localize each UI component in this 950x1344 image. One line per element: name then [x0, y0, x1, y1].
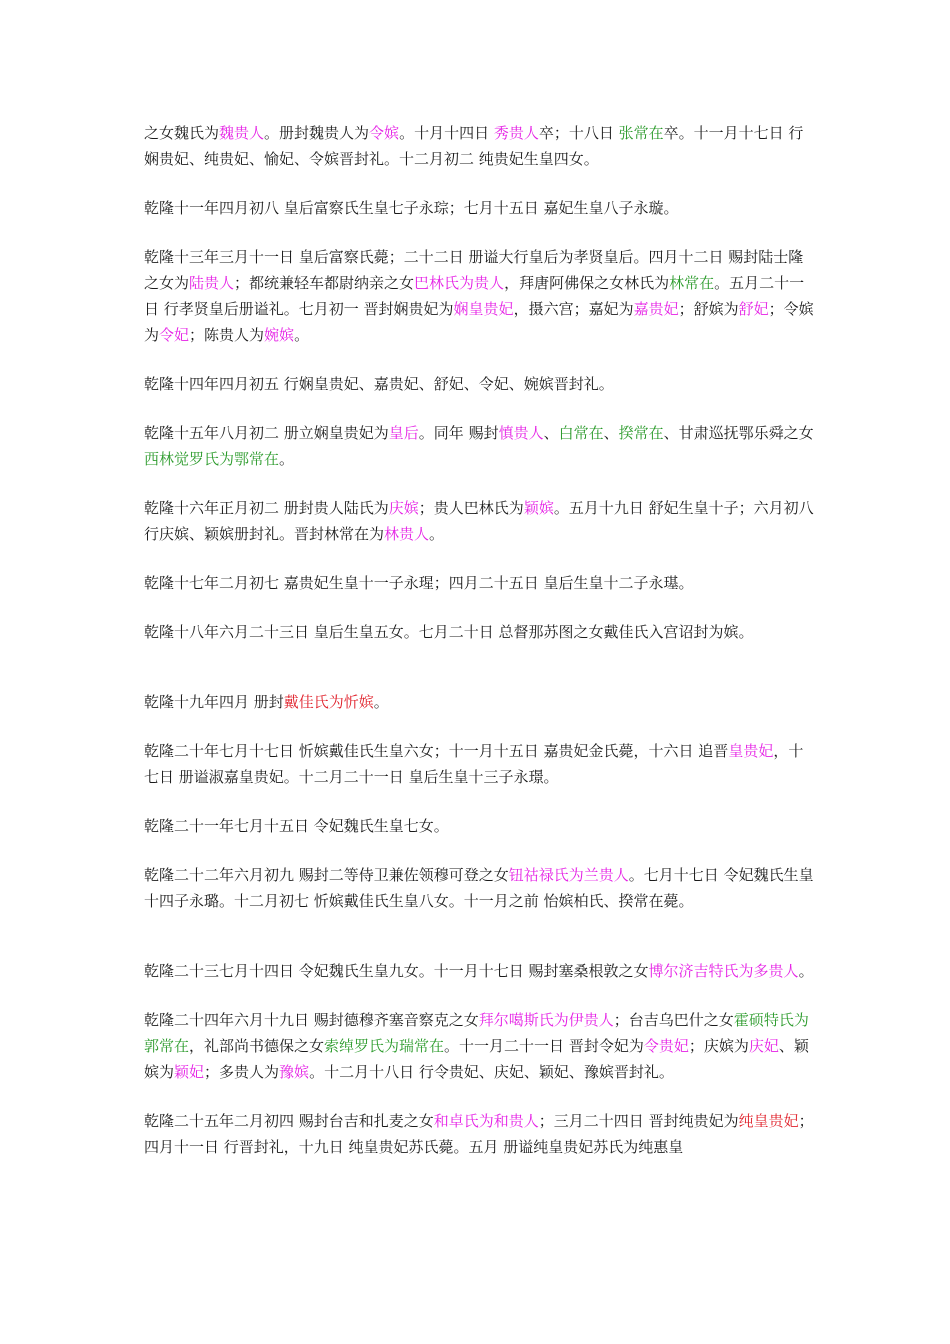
highlighted-name: 钮祜禄氏为兰贵人 [508, 866, 629, 884]
paragraph [144, 120, 816, 172]
highlighted-name: 西林觉罗氏为鄂常在 [144, 450, 280, 468]
text-run: 乾隆二十五年二月初四 赐封台吉和扎麦之女 [144, 1112, 434, 1130]
text-run: 。五月二十一日 行孝贤皇后册谥礼。七月初一 晋封娴贵妃为 [144, 274, 805, 318]
text-run: ；贵人巴林氏为 [418, 499, 524, 517]
highlighted-name: 林贵人 [384, 525, 430, 543]
highlighted-name: 拜尔噶斯氏为伊贵人 [478, 1011, 614, 1029]
text-run: 乾隆十一年四月初八 皇后富察氏生皇七子永琮；七月十五日 嘉妃生皇八子永璇。 [144, 199, 679, 217]
text-run: ，摄六宫；嘉妃为 [513, 300, 634, 318]
highlighted-name: 魏贵人 [219, 124, 265, 142]
text-run: ；庆嫔为 [688, 1037, 749, 1055]
text-run: 。 [373, 693, 389, 711]
text-run: 乾隆二十三七月十四日 令妃魏氏生皇九女。十一月十七日 赐封塞桑根敦之女 [144, 962, 649, 980]
highlighted-name: 和卓氏为和贵人 [433, 1112, 539, 1130]
highlighted-name: 庆妃 [748, 1037, 779, 1055]
highlighted-name: 秀贵人 [493, 124, 539, 142]
text-run: 乾隆二十年七月十七日 忻嫔戴佳氏生皇六女；十一月十五日 嘉贵妃金氏薨，十六日 追晋 [144, 742, 729, 760]
text-run: ；三月二十四日 晋封纯贵妃为 [538, 1112, 739, 1130]
text-run: 。 [429, 525, 445, 543]
highlighted-name: 戴佳氏为忻嫔 [283, 693, 374, 711]
text-run: 乾隆十四年四月初五 行娴皇贵妃、嘉贵妃、舒妃、令妃、婉嫔晋封礼。 [144, 375, 614, 393]
paragraph [144, 495, 816, 547]
paragraph [144, 619, 816, 645]
highlighted-name: 婉嫔 [264, 326, 295, 344]
paragraph [144, 862, 816, 914]
text-run: 乾隆十六年正月初二 册封贵人陆氏为 [144, 499, 389, 517]
text-run: 乾隆二十一年七月十五日 令妃魏氏生皇七女。 [144, 817, 449, 835]
text-run: 之女魏氏为 [144, 124, 220, 142]
text-run: 乾隆二十四年六月十九日 赐封德穆齐塞音察克之女 [144, 1011, 479, 1029]
paragraph [144, 244, 816, 348]
text-run: 。十二月十八日 行令贵妃、庆妃、颖妃、豫嫔晋封礼。 [309, 1063, 674, 1081]
highlighted-name: 博尔济吉特氏为多贵人 [648, 962, 799, 980]
text-run: 。十一月二十一日 晋封令妃为 [444, 1037, 644, 1055]
paragraph [144, 420, 816, 472]
highlighted-name: 皇贵妃 [728, 742, 774, 760]
paragraph [144, 738, 816, 790]
highlighted-name: 庆嫔 [388, 499, 419, 517]
highlighted-name: 纯皇贵妃 [738, 1112, 799, 1130]
text-run: 乾隆十九年四月 册封 [144, 693, 284, 711]
text-run: 。十月十四日 [399, 124, 494, 142]
text-run: ，礼部尚书德保之女 [189, 1037, 325, 1055]
text-run: 。五月十九日 舒妃生皇十子；六月初八 行庆嫔、颖嫔册封礼。晋封林常在为 [144, 499, 814, 543]
text-run: 乾隆十三年三月十一日 皇后富察氏薨；二十二日 册谥大行皇后为孝贤皇后。四月十二日 赐封陆士隆之女为 [144, 248, 804, 292]
text-run: ，十七日 册谥淑嘉皇贵妃。十二月二十一日 皇后生皇十三子永璟。 [144, 742, 804, 786]
highlighted-name: 令贵妃 [643, 1037, 689, 1055]
highlighted-name: 舒妃 [738, 300, 769, 318]
highlighted-name: 林常在 [669, 274, 715, 292]
paragraph [144, 570, 816, 596]
highlighted-name: 皇后 [388, 424, 419, 442]
text-run: 乾隆十七年二月初七 嘉贵妃生皇十一子永瑆；四月二十五日 皇后生皇十二子永璂。 [144, 574, 694, 592]
paragraph [144, 958, 816, 984]
text-run: 、甘肃巡抚鄂乐舜之女 [663, 424, 814, 442]
text-run: ，拜唐阿佛保之女林氏为 [504, 274, 670, 292]
text-run: 。册封魏贵人为 [264, 124, 370, 142]
text-run: ；多贵人为 [204, 1063, 280, 1081]
text-run: ；陈贵人为 [189, 326, 265, 344]
highlighted-name: 令妃 [159, 326, 190, 344]
highlighted-name: 令嫔 [369, 124, 400, 142]
text-run: 。 [279, 450, 295, 468]
highlighted-name: 颖嫔 [523, 499, 554, 517]
text-run: 。 [294, 326, 310, 344]
highlighted-name: 娴皇贵妃 [453, 300, 514, 318]
text-run: 。 [798, 962, 814, 980]
highlighted-name: 豫嫔 [279, 1063, 310, 1081]
paragraph [144, 371, 816, 397]
text-run: 、 [543, 424, 559, 442]
text-run: 。同年 赐封 [418, 424, 499, 442]
text-run: ；台吉乌巴什之女 [613, 1011, 734, 1029]
text-run: 乾隆十八年六月二十三日 皇后生皇五女。七月二十日 总督那苏图之女戴佳氏入宫诏封为嫔。 [144, 623, 754, 641]
text-run: ；四月十一日 行晋封礼，十九日 纯皇贵妃苏氏薨。五月 册谥纯皇贵妃苏氏为纯惠皇 [144, 1112, 814, 1156]
text-run: 乾隆十五年八月初二 册立娴皇贵妃为 [144, 424, 389, 442]
paragraph [144, 1007, 816, 1085]
text-run: 卒；十八日 [538, 124, 619, 142]
highlighted-name: 慎贵人 [498, 424, 544, 442]
highlighted-name: 霍硕特氏为郭常在 [144, 1011, 809, 1055]
highlighted-name: 嘉贵妃 [633, 300, 679, 318]
text-run: ；都统兼轻车都尉纳亲之女 [234, 274, 415, 292]
document-page [144, 120, 816, 1160]
highlighted-name: 白常在 [558, 424, 604, 442]
highlighted-name: 揆常在 [618, 424, 664, 442]
text-run: 。七月十七日 令妃魏氏生皇十四子永璐。十二月初七 忻嫔戴佳氏生皇八女。十一月之前 怡嫔柏氏、揆常在薨。 [144, 866, 814, 910]
paragraph [144, 195, 816, 221]
text-run: ；令嫔为 [144, 300, 814, 344]
text-run: 、 [603, 424, 619, 442]
highlighted-name: 颖妃 [174, 1063, 205, 1081]
paragraph [144, 1108, 816, 1160]
text-run: 乾隆二十二年六月初九 赐封二等侍卫兼佐领穆可登之女 [144, 866, 509, 884]
highlighted-name: 索绰罗氏为瑞常在 [324, 1037, 445, 1055]
paragraph [144, 813, 816, 839]
highlighted-name: 张常在 [618, 124, 664, 142]
paragraph [144, 689, 816, 715]
text-run: 卒。十一月十七日 行娴贵妃、纯贵妃、愉妃、令嫔晋封礼。十二月初二 纯贵妃生皇四女。 [144, 124, 804, 168]
highlighted-name: 陆贵人 [189, 274, 235, 292]
highlighted-name: 巴林氏为贵人 [414, 274, 505, 292]
text-run: ；舒嫔为 [678, 300, 739, 318]
text-run: 、颖嫔为 [144, 1037, 809, 1081]
